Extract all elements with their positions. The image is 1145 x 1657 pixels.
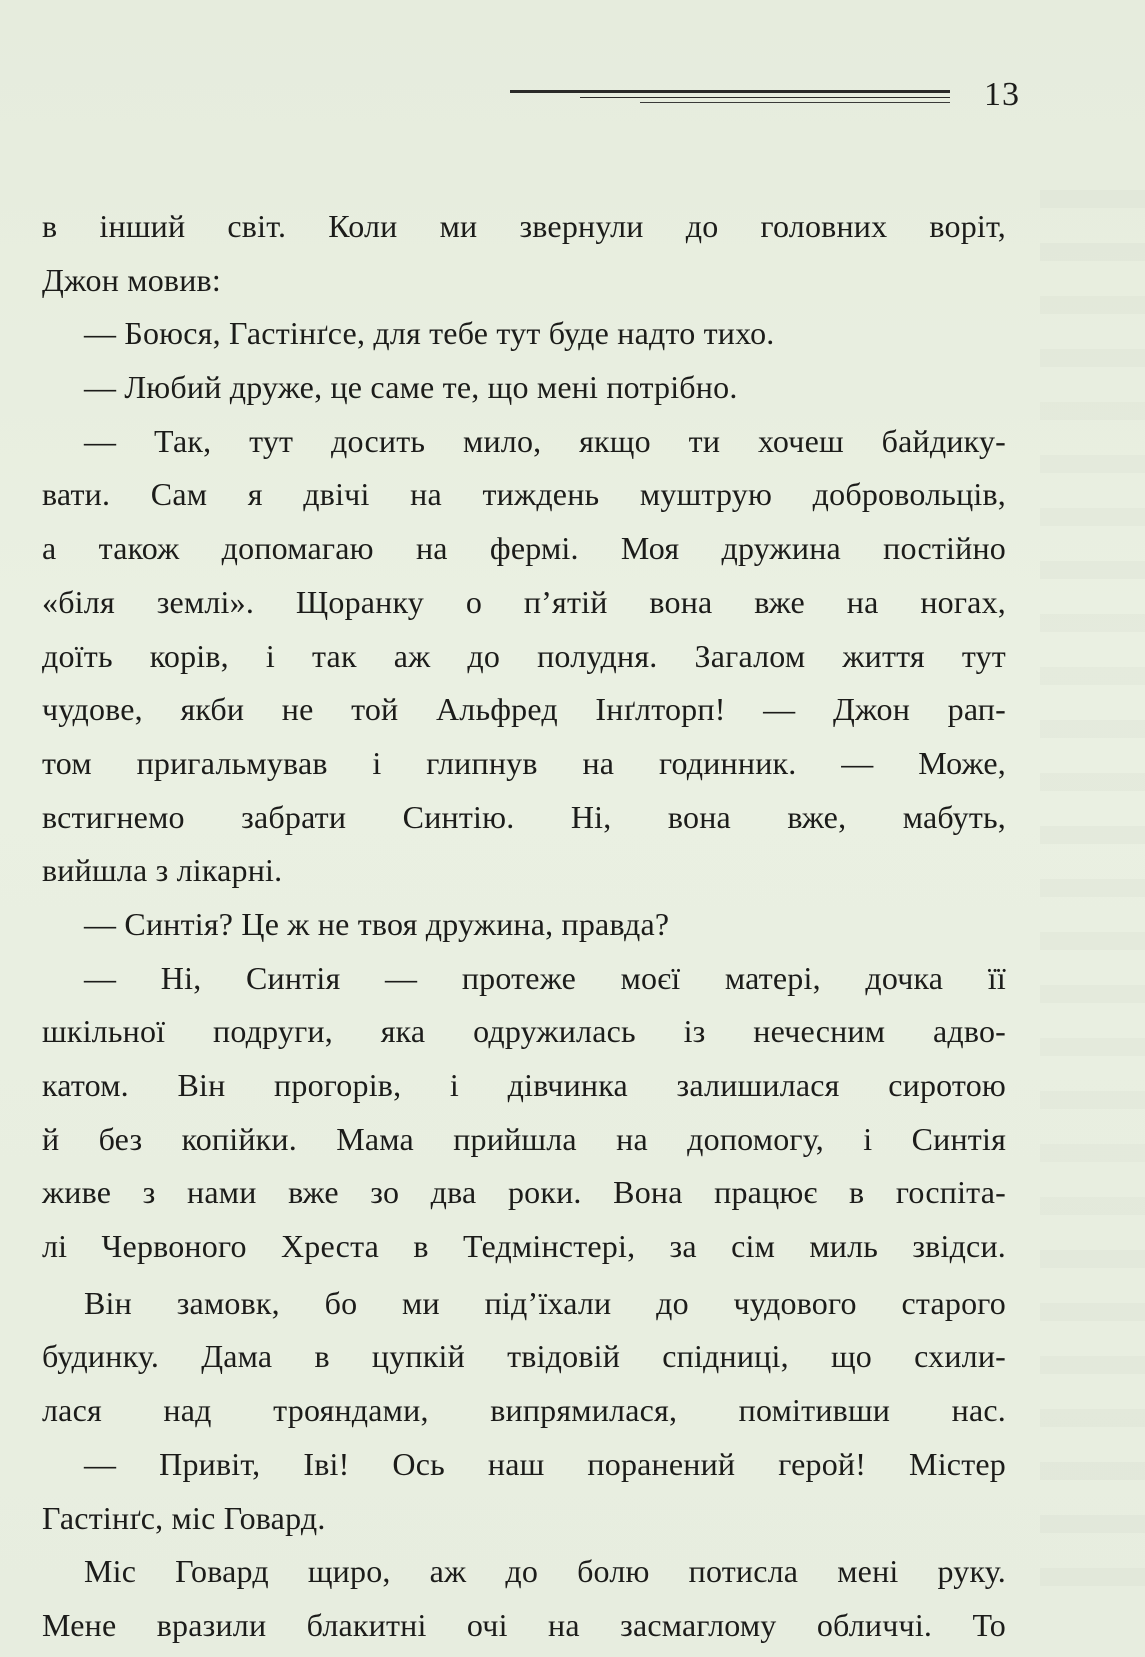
text-line: Він замовк, бо ми під’їхали до чудового старого (84, 1284, 1006, 1321)
show-through-shadow (1040, 190, 1145, 1590)
text-line: Міс Говард щиро, аж до болю потисла мені руку. (84, 1553, 1006, 1590)
text-line: том пригальмував і глипнув на годинник. — Може, (42, 744, 1006, 781)
text-line: — Любий друже, це саме те, що мені потрібно. (84, 369, 738, 406)
text-line: лася над трояндами, випрямилася, помітивши нас. (42, 1392, 1006, 1429)
text-line: Джон мовив: (42, 261, 221, 298)
text-line: а також допомагаю на фермі. Моя дружина постійно (42, 530, 1006, 567)
header-rule (580, 97, 950, 98)
text-line: — Так, тут досить мило, якщо ти хочеш байдику- (84, 422, 1006, 459)
text-line: — Привіт, Іві! Ось наш поранений герой! Містер (84, 1445, 1006, 1482)
running-header (500, 72, 1020, 118)
text-line: вати. Сам я двічі на тиждень муштрую добровольців, (42, 476, 1006, 513)
text-line: Мене вразили блакитні очі на засмаглому обличчі. То (42, 1606, 1006, 1643)
text-line: лі Червоного Хреста в Тедмінстері, за сім миль звідси. (42, 1228, 1006, 1265)
header-rule (640, 102, 950, 103)
text-line: й без копійки. Мама прийшла на допомогу, і Синтія (42, 1120, 1006, 1157)
text-line: в інший світ. Коли ми звернули до головних воріт, (42, 208, 1006, 244)
text-line: — Боюся, Гастінґсе, для тебе тут буде надто тихо. (84, 315, 775, 352)
text-line: вийшла з лікарні. (42, 852, 283, 889)
header-rule (510, 90, 950, 93)
text-line: живе з нами вже зо два роки. Вона працює в госпіта- (42, 1174, 1006, 1211)
text-line: доїть корів, і так аж до полудня. Загалом життя тут (42, 637, 1006, 674)
text-line: будинку. Дама в цупкій твідовій спідниці, що схили- (42, 1338, 1006, 1375)
page-number: 13 (984, 76, 1020, 113)
text-line: шкільної подруги, яка одружилась із нечесним адво- (42, 1013, 1006, 1050)
text-line: — Ні, Синтія — протеже моєї матері, дочка її (84, 959, 1006, 996)
text-line: «біля землі». Щоранку о п’ятій вона вже на ногах, (42, 583, 1006, 620)
page-body-text (42, 200, 1006, 1653)
text-line: катом. Він прогорів, і дівчинка залишилася сиротою (42, 1067, 1006, 1103)
text-line: чудове, якби не той Альфред Інґлторп! — Джон рап- (42, 691, 1006, 728)
text-line: Гастінґс, міс Говард. (42, 1499, 326, 1536)
text-line: — Синтія? Це ж не твоя дружина, правда? (84, 905, 670, 942)
text-line: встигнемо забрати Синтію. Ні, вона вже, мабуть, (42, 798, 1006, 835)
